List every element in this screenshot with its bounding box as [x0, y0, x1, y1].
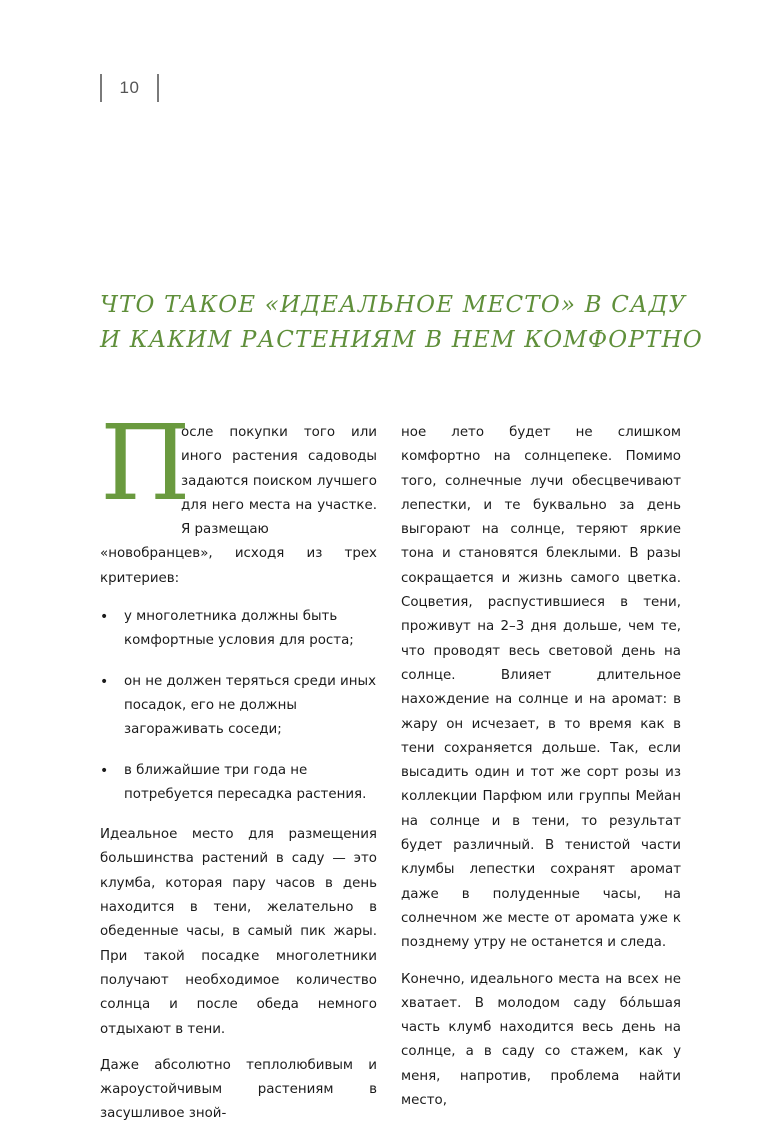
chapter-heading-line-1: ЧТО ТАКОЕ «ИДЕАЛЬНОЕ МЕСТО» В САДУ [100, 292, 687, 318]
intro-paragraph: осле покупки того или иного растения садоводы задаются поиском лучшего для него места на участке. Я размещаю [181, 425, 377, 538]
drop-cap: П [100, 402, 191, 524]
bullet-icon: • [100, 609, 109, 626]
list-item [100, 670, 377, 743]
chapter-heading-line-2: И КАКИМ РАСТЕНИЯМ В НЕМ КОМФОРТНО [100, 327, 703, 353]
left-column [100, 402, 377, 1127]
list-item-text: в ближайшие три года не потребуется пересадка растения. [124, 762, 367, 802]
page-number: 10 [119, 78, 140, 97]
body-paragraph: Конечно, идеального места на всех не хватает. В молодом саду бо́льшая часть клумб находится весь день на солнце, а в саду со стажем, как у меня, напротив, проблема найти место, [401, 971, 681, 1109]
bullet-icon: • [100, 673, 109, 690]
list-item-text: он не должен теряться среди иных посадок, его не должны загораживать соседи; [124, 673, 377, 738]
chapter-heading [100, 288, 703, 358]
intro-block [100, 402, 377, 542]
right-column [401, 421, 681, 1113]
body-paragraph: Даже абсолютно теплолюбивым и жароустойчивым растениям в засушливое зной- [100, 1057, 377, 1122]
list-item-text: у многолетника должны быть комфортные условия для роста; [124, 609, 354, 649]
body-paragraph: ное лето будет не слишком комфортно на солнцепеке. Помимо того, солнечные лучи обесцвечивают лепестки, и те буквально за день выгорают на солнце, теряют яркие тона и становятся блеклыми. В разы сокращается и жизнь самого цветка. Соцветия, распустившиеся в тени, проживут на 2–3 дня дольше, чем те, что проводят весь световой день на солнце. Влияет длительное нахождение на солнце и на аромат: в жару он исчезает, в то время как в тени сохраняется дольше. Так, если высадить один и тот же сорт розы из коллекции Парфюм или группы Мейан на солнце и в тени, то результат будет различный. В тенистой части клумбы лепестки сохранят аромат даже в полуденные часы, на солнечном же месте от аромата уже к позднему утру не останется и следа. [401, 425, 681, 951]
list-item [100, 605, 377, 654]
body-paragraph: Идеальное место для размещения большинства растений в саду — это клумба, которая пару часов в день находится в тени, желательно в обеденные часы, в самый пик жары. При такой посадке многолетники получают необходимое количество солнца и после обеда немного отдыхают в тени. [100, 827, 377, 1037]
page-number-right-bar [157, 74, 159, 102]
page-number-block [100, 74, 159, 102]
intro-continuation: «новобранцев», исходя из трех критериев: [100, 546, 377, 586]
list-item [100, 759, 377, 808]
criteria-list [100, 605, 377, 807]
bullet-icon: • [100, 762, 109, 779]
